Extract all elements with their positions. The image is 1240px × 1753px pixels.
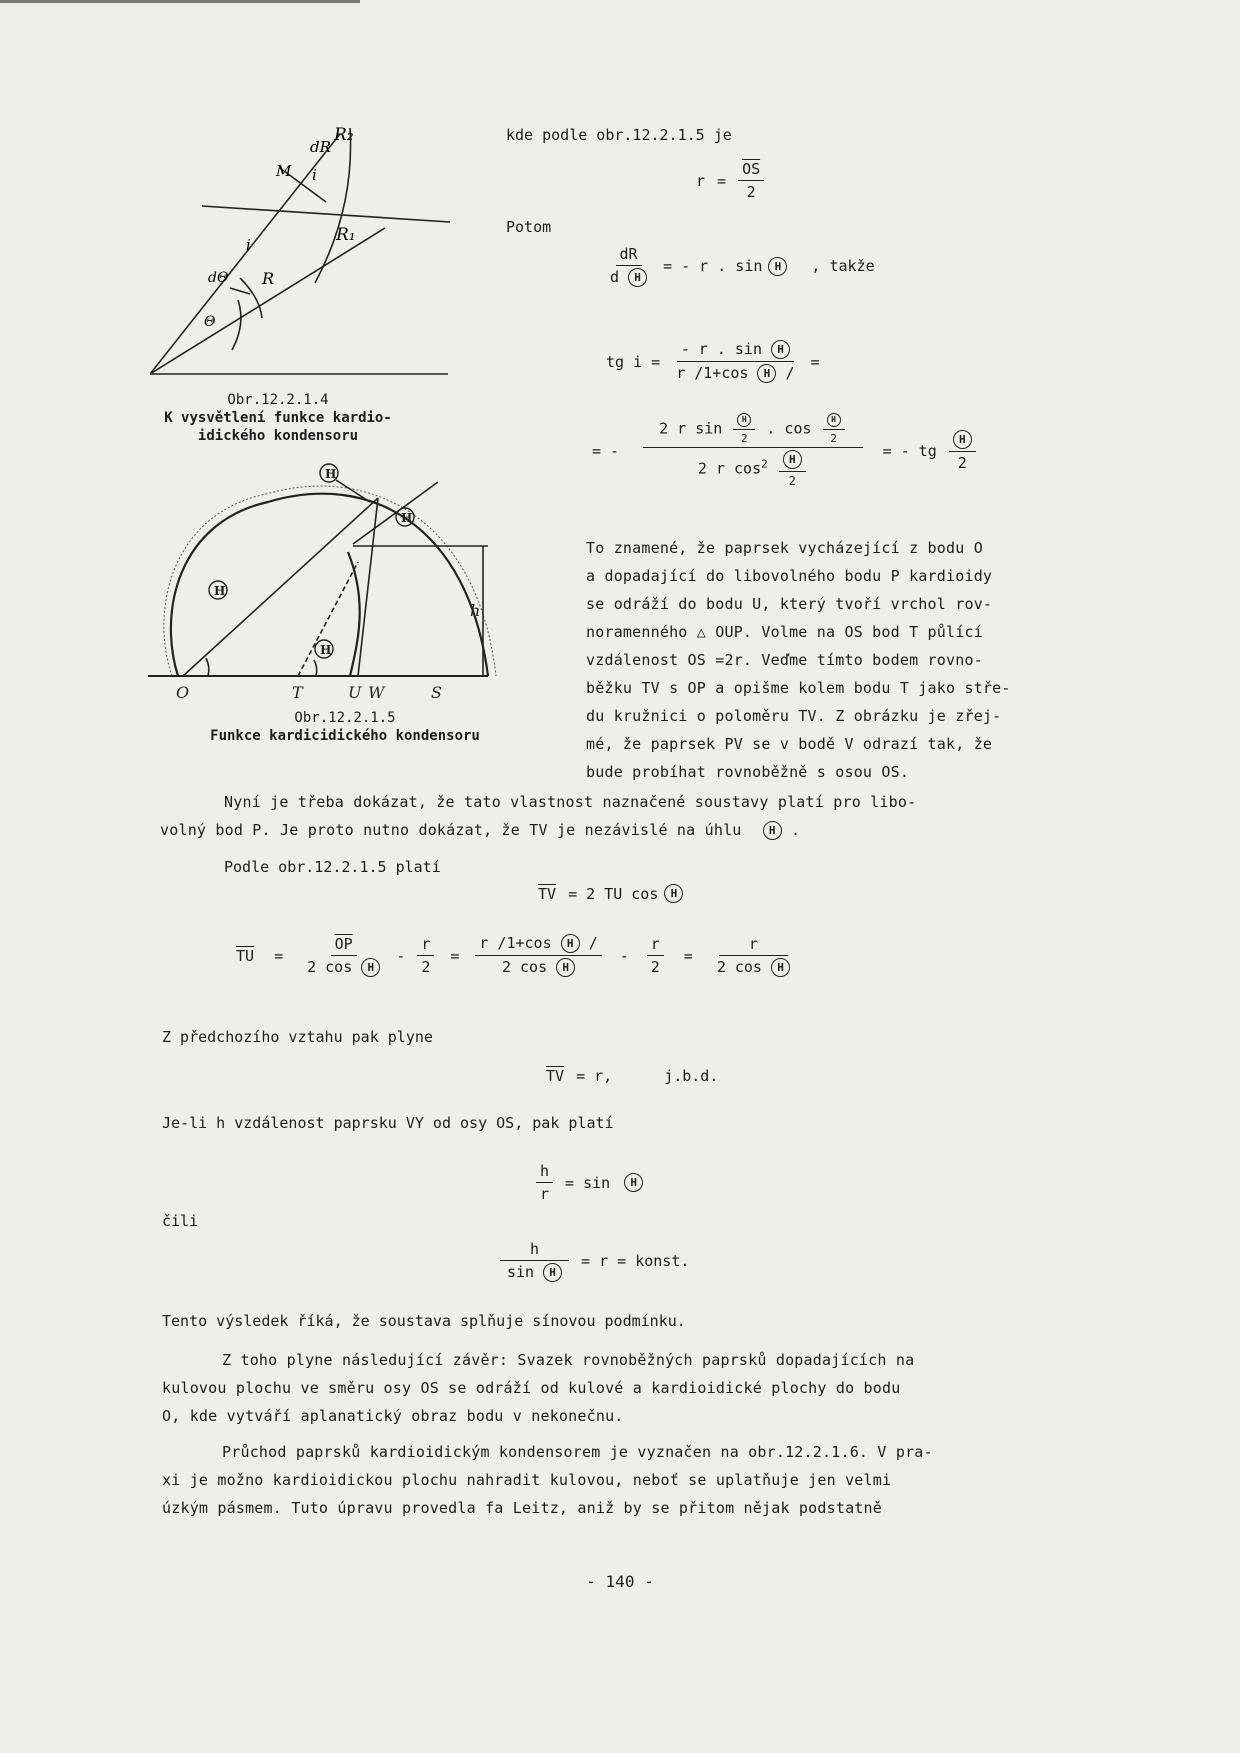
- r-eq-den: 2: [746, 183, 756, 201]
- text-line: Z toho plyne následující závěr: Svazek rovnoběžných paprsků dopadajících na: [222, 1351, 915, 1369]
- theta-icon: H: [783, 450, 802, 469]
- tg2-pre: = -: [592, 441, 620, 460]
- text-line: Průchod paprsků kardioidickým kondensorem je vyznačen na obr.12.2.1.6. V pra-: [222, 1443, 933, 1461]
- tu-frac-2: $\frac{r}{2}$: [417, 935, 434, 976]
- theta-icon: H: [827, 413, 841, 427]
- fig5-theta-2: H: [325, 467, 337, 481]
- fig5-label-O: O: [176, 683, 190, 702]
- text-line: Nyní je třeba dokázat, že tato vlastnost naznačené soustavy platí pro libo-: [224, 793, 917, 811]
- fig5-label-W: W: [368, 683, 385, 702]
- body-paragraph-2: [162, 1346, 1122, 1430]
- fig4-label-R2: R₂: [334, 125, 354, 145]
- dR-rhs: = - r . sin: [663, 257, 763, 275]
- tg2-fraction: [643, 413, 862, 488]
- fig4-caption-line1: K vysvětlení funkce kardio-: [164, 410, 392, 426]
- cili-line: čili: [162, 1212, 199, 1230]
- text-line: běžku TV s OP a opišme kolem bodu T jako stře-: [586, 679, 1011, 697]
- dR-num: dR: [616, 245, 642, 266]
- theta-icon: H: [953, 430, 972, 449]
- fig4-label-dR: dR: [310, 138, 331, 156]
- tg-eq-sign: =: [810, 352, 820, 371]
- tv-lhs: $\overline{TV}$: [538, 884, 557, 903]
- theta-icon: H: [737, 413, 751, 427]
- tu-lhs: $\overline{TU}$: [236, 946, 255, 965]
- dR-tail: , takže: [811, 257, 875, 275]
- text-line: kulovou plochu ve směru osy OS se odráží od kulové a kardioidické plochy do bodu: [162, 1379, 901, 1397]
- theta-icon: H: [624, 1173, 643, 1192]
- page-number: - 140 -: [586, 1572, 654, 1591]
- theta-icon: H: [561, 934, 580, 953]
- tg2-den: 2 r $\cos^2$ $\frac{H}{2}$: [694, 448, 812, 488]
- theta-icon: H: [664, 884, 683, 903]
- fig4-label-M: M: [276, 162, 292, 180]
- fig4-caption-number: Obr.12.2.1.4: [227, 392, 329, 408]
- potom-label: Potom: [506, 218, 552, 236]
- tg-equation-2: [586, 413, 982, 488]
- theta-icon: H: [763, 821, 782, 840]
- r-equation: [690, 160, 770, 201]
- dR-den: d H: [606, 266, 651, 287]
- podle-line: Podle obr.12.2.1.5 platí: [224, 858, 441, 876]
- theta-icon: H: [556, 958, 575, 977]
- tg-den: r /1+cos H /: [676, 364, 795, 382]
- tg2-half: $\frac{H}{2}$: [949, 430, 976, 472]
- tu-frac-1: $\frac{\overline{OP}}{\text{2 cos H}}$: [303, 935, 384, 977]
- fig4-label-i1: i: [312, 166, 317, 184]
- text-line: noramenného △ OUP. Volme na OS bod T půlící: [586, 623, 983, 641]
- text-line: O, kde vytváří aplanatický obraz bodu v nekonečnu.: [162, 1407, 624, 1425]
- text-line: se odráží do bodu U, který tvoří vrchol rov-: [586, 595, 993, 613]
- text-line: vzdálenost OS =2r. Veďme tímto bodem rovno-: [586, 651, 983, 669]
- figure-12-2-1-5: [148, 462, 558, 702]
- fig4-caption: [148, 391, 408, 445]
- fig5-theta-1: H: [214, 584, 226, 598]
- dR-fraction: [606, 245, 651, 287]
- fig4-label-i2: i: [246, 236, 251, 254]
- tg-equation: [600, 340, 826, 383]
- intro-line: kde podle obr.12.2.1.5 je: [506, 126, 732, 144]
- fig5-theta-4: H: [320, 643, 332, 657]
- tu-frac-4: $\frac{r}{2}$: [647, 935, 664, 976]
- text-line: úzkým pásmem. Tuto úpravu provedla fa Leitz, aniž by se přitom nějak podstatně: [162, 1499, 882, 1517]
- h2-fraction: $\frac{h}{\text{sin H}}$: [500, 1240, 569, 1282]
- fig4-label-R1: R₁: [336, 225, 356, 245]
- text-line: bude probíhat rovnoběžně s osou OS.: [586, 763, 910, 781]
- tg-num: - r . sin H: [677, 340, 794, 362]
- fig4-label-dtheta: dΘ: [208, 270, 229, 286]
- fig5-label-T: T: [292, 683, 303, 702]
- fig4-label-theta: Θ: [204, 314, 216, 330]
- tv-equation: [532, 884, 683, 903]
- fig5-theta-3: H: [401, 511, 413, 525]
- text-line: a dopadající do libovolného bodu P kardioidy: [586, 567, 993, 585]
- h-fraction: $\frac{h}{r}$: [536, 1162, 553, 1203]
- r-eq-num: $\overline{OS}$: [738, 160, 764, 181]
- tv-rhs: = 2 TU cos: [568, 884, 659, 903]
- text-line: mé, že paprsek PV se v bodě V odrazí tak, že: [586, 735, 993, 753]
- theta-icon: H: [757, 364, 776, 383]
- r-eq-fraction: [738, 160, 764, 201]
- fig5-caption-line1: Funkce kardicidického kondensoru: [210, 728, 480, 744]
- jeli-line: Je-li h vzdálenost paprsku VY od osy OS, pak platí: [162, 1114, 614, 1132]
- fig5-caption-number: Obr.12.2.1.5: [294, 710, 396, 726]
- theta-icon: H: [543, 1263, 562, 1282]
- theta-icon: H: [771, 958, 790, 977]
- h-equation: $\frac{h}{r}$ = sin H: [530, 1162, 643, 1203]
- tu-frac-5: $\frac{r}{\text{2 cos H}}$: [713, 935, 794, 977]
- right-paragraph: [586, 534, 1126, 786]
- text-line: xi je možno kardioidickou plochu nahradit kulovou, neboť se uplatňuje jen velmi: [162, 1471, 892, 1489]
- dR-equation: [600, 245, 881, 287]
- body-paragraph-1: [160, 788, 1130, 844]
- fig4-caption-line2: idického kondensoru: [197, 428, 359, 444]
- text-line: du kružnici o poloměru TV. Z obrázku je zřej-: [586, 707, 1002, 725]
- z-predchoziho-line: Z předchozího vztahu pak plyne: [162, 1028, 433, 1046]
- tg-fraction: [672, 340, 798, 383]
- theta-icon: H: [771, 340, 790, 359]
- fig5-caption: [150, 709, 540, 745]
- fig5-label-U: U: [348, 683, 362, 702]
- text-line: To znamené, že paprsek vycházející z bodu O: [586, 539, 983, 557]
- body-paragraph-3: [162, 1438, 1122, 1522]
- fig5-label-S: S: [431, 683, 442, 702]
- theta-icon: H: [361, 958, 380, 977]
- tu-frac-3: $\frac{\text{r /1+cos H /}}{\text{2 cos H}}$: [475, 934, 601, 977]
- theta-icon: H: [768, 257, 787, 276]
- text-line: volný bod P. Je proto nutno dokázat, že TV je nezávislé na úhlu H .: [160, 821, 801, 839]
- figure-12-2-1-4: [150, 118, 460, 388]
- theta-icon: H: [628, 268, 647, 287]
- tu-equation: $\overline{TU}$ = $\frac{\overline{OP}}{\text{2 cos H}}$ - $\frac{r}{2}$ = $\frac{\text{r /1+cos H /}}{\text{2 cos H}}$ - $\frac{r}{2}$ = $\frac{r}{\text{2 cos H}}$: [230, 934, 800, 977]
- fig4-label-R: R: [262, 269, 275, 288]
- tg2-num: 2 r sin $\frac{H}{2}$ . cos $\frac{H}{2}$: [643, 413, 862, 448]
- h2-equation: $\frac{h}{\text{sin H}}$ = r = konst.: [494, 1240, 695, 1282]
- tg2-post: = - tg: [882, 441, 937, 460]
- tento-line: Tento výsledek říká, že soustava splňuje sínovou podmínku.: [162, 1312, 686, 1330]
- r-eq-lhs: r: [696, 171, 706, 190]
- tg-lhs: tg i =: [606, 352, 661, 371]
- page-edge: [0, 0, 360, 3]
- tv-r-equation: $\overline{TV}$ = r, j.b.d.: [546, 1067, 719, 1085]
- r-eq-sign: =: [717, 171, 727, 190]
- fig5-label-h: h: [470, 601, 481, 620]
